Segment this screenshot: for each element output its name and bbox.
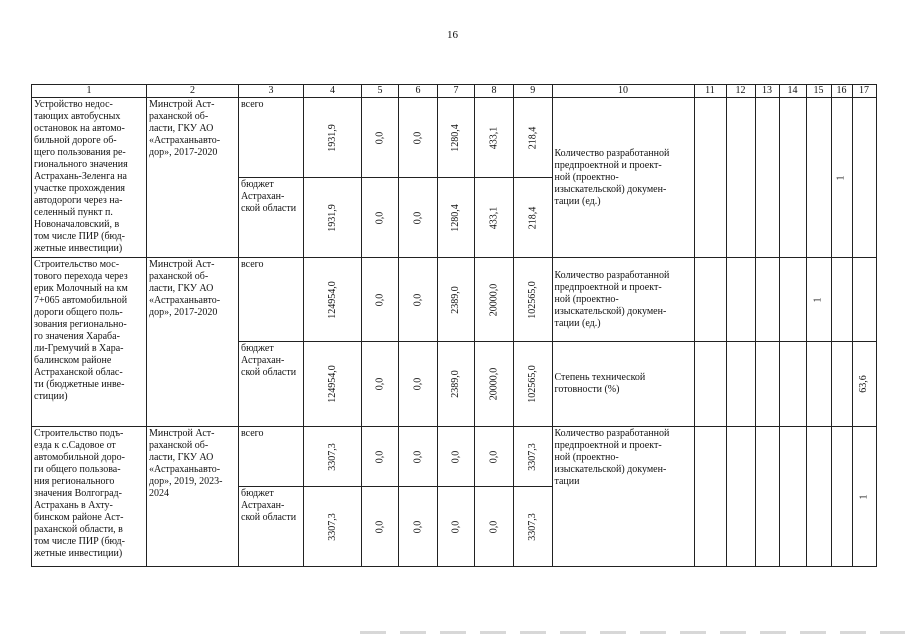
empty-cell	[755, 427, 779, 567]
project-name: Строительство подъ- езда к с.Садовое от автомобильной доро- ги общего пользова- ния регионального значения Волгоград- Астрахань в Ахту- бинском районе Аст- раханской области, в том числе ПИР (бюд- жетные инвестиции)	[32, 427, 147, 567]
value-cell	[399, 487, 438, 567]
funding-source: всего	[239, 258, 304, 342]
empty-cell	[694, 258, 726, 342]
result-value: 1	[858, 494, 869, 499]
header-cell: 6	[399, 85, 438, 98]
value-cell	[514, 427, 553, 487]
value-text: 3307,3	[526, 512, 538, 541]
value-cell	[438, 258, 475, 342]
value-text: 0,0	[450, 450, 461, 463]
value-cell	[475, 342, 514, 427]
funding-source: всего	[239, 98, 304, 178]
header-cell: 12	[726, 85, 755, 98]
funding-source: бюджет Астрахан- ской области	[239, 342, 304, 427]
indicator-cell: Количество разработанной предпроектной и проект- ной (проектно- изыскательской) докумен- тации (ед.)	[552, 258, 694, 342]
header-cell: 14	[779, 85, 806, 98]
result-value: 1	[835, 175, 847, 180]
header-cell: 16	[831, 85, 852, 98]
value-text: 0,0	[374, 520, 385, 533]
value-cell	[438, 342, 475, 427]
value-cell	[362, 178, 399, 258]
result-cell	[831, 98, 852, 258]
value-cell	[399, 342, 438, 427]
value-cell	[362, 342, 399, 427]
empty-cell	[726, 98, 755, 258]
program-table	[31, 84, 877, 567]
header-cell: 7	[438, 85, 475, 98]
value-cell	[362, 258, 399, 342]
value-text: 0,0	[450, 520, 461, 533]
value-text: 3307,3	[326, 512, 338, 541]
value-text: 102565,0	[526, 365, 538, 403]
empty-cell	[852, 98, 876, 258]
indicator-cell: Количество разработанной предпроектной и проект- ной (проектно- изыскательской) докумен- тации (ед.)	[552, 98, 694, 258]
value-text: 0,0	[488, 520, 499, 533]
value-text: 433,1	[488, 126, 499, 149]
empty-cell	[694, 427, 726, 567]
value-text: 3307,3	[526, 442, 538, 471]
result-cell	[852, 427, 876, 567]
empty-cell	[779, 427, 806, 567]
scan-artifact	[360, 631, 905, 634]
header-cell: 4	[304, 85, 362, 98]
empty-cell	[852, 258, 876, 342]
empty-cell	[779, 258, 806, 342]
project-name: Строительство мос- тового перехода через ерик Молочный на км 7+065 автомобильной дороги общего поль- зования регионально- го значения Хараба- ли-Гремучий в Хара- балинском районе Астраханской облас- ти (бюджетные инве- стиции)	[32, 258, 147, 427]
header-row	[32, 85, 877, 98]
value-text: 0,0	[412, 293, 423, 306]
value-cell	[399, 178, 438, 258]
empty-cell	[831, 427, 852, 567]
value-text: 124954,0	[326, 365, 338, 403]
table-row	[32, 258, 877, 342]
value-cell	[475, 487, 514, 567]
value-text: 0,0	[374, 450, 385, 463]
value-text: 218,4	[526, 206, 538, 229]
value-text: 0,0	[374, 131, 385, 144]
empty-cell	[831, 258, 852, 342]
page-number: 16	[447, 29, 458, 41]
value-text: 0,0	[412, 377, 423, 391]
value-cell	[514, 487, 553, 567]
funding-source: бюджет Астрахан- ской области	[239, 178, 304, 258]
empty-cell	[726, 342, 755, 427]
header-cell: 5	[362, 85, 399, 98]
value-text: 0,0	[412, 520, 423, 533]
header-cell: 1	[32, 85, 147, 98]
value-text: 1931,9	[326, 203, 338, 232]
value-cell	[475, 258, 514, 342]
header-cell: 9	[514, 85, 553, 98]
value-text: 20000,0	[488, 283, 499, 316]
value-cell	[475, 98, 514, 178]
value-text: 2389,0	[450, 285, 461, 314]
empty-cell	[755, 258, 779, 342]
header-cell: 13	[755, 85, 779, 98]
header-cell: 2	[147, 85, 239, 98]
empty-cell	[726, 258, 755, 342]
value-cell	[438, 178, 475, 258]
funding-source: бюджет Астрахан- ской области	[239, 487, 304, 567]
value-text: 3307,3	[326, 442, 338, 471]
value-text: 102565,0	[526, 280, 538, 319]
value-cell	[514, 258, 553, 342]
header-cell: 10	[552, 85, 694, 98]
value-cell	[438, 98, 475, 178]
header-cell: 15	[806, 85, 831, 98]
value-cell	[438, 427, 475, 487]
header-cell: 17	[852, 85, 876, 98]
value-text: 218,4	[526, 126, 538, 149]
executor-cell: Минстрой Аст- раханской об- ласти, ГКУ АО «Астраханьавто- дор», 2019, 2023- 2024	[147, 427, 239, 567]
value-cell	[438, 487, 475, 567]
header-cell: 11	[694, 85, 726, 98]
value-cell	[362, 487, 399, 567]
value-text: 0,0	[374, 211, 385, 224]
result-value: 1	[812, 297, 824, 302]
indicator-cell: Степень технической готовности (%)	[552, 342, 694, 427]
value-cell	[362, 427, 399, 487]
value-text: 1280,4	[450, 123, 461, 152]
value-cell	[399, 258, 438, 342]
project-name: Устройство недос- тающих автобусных остановок на автомо- бильной дороге об- щего пользования ре- гионального значения Астрахань-Зеленга на участке прохождения автодороги через на- селенный пункт п. Новоначаловский, в том числе ПИР (бюд- жетные инвестиции)	[32, 98, 147, 258]
value-text: 0,0	[412, 211, 423, 224]
empty-cell	[806, 342, 831, 427]
value-cell	[304, 487, 362, 567]
value-cell	[399, 98, 438, 178]
empty-cell	[806, 427, 831, 567]
header-cell: 3	[239, 85, 304, 98]
value-text: 0,0	[374, 293, 385, 306]
empty-cell	[831, 342, 852, 427]
empty-cell	[779, 98, 806, 258]
value-text: 0,0	[374, 377, 385, 391]
value-cell	[304, 178, 362, 258]
executor-cell: Минстрой Аст- раханской об- ласти, ГКУ АО «Астраханьавто- дор», 2017-2020	[147, 98, 239, 258]
value-cell	[304, 342, 362, 427]
empty-cell	[755, 342, 779, 427]
value-text: 0,0	[412, 450, 423, 463]
value-cell	[475, 178, 514, 258]
value-text: 1280,4	[450, 203, 461, 232]
value-cell	[304, 258, 362, 342]
value-text: 2389,0	[450, 370, 461, 398]
table-row	[32, 427, 877, 487]
result-value: 63,6	[858, 375, 869, 393]
funding-source: всего	[239, 427, 304, 487]
value-cell	[514, 178, 553, 258]
table-row	[32, 98, 877, 178]
value-cell	[362, 98, 399, 178]
value-text: 1931,9	[326, 123, 338, 152]
result-cell	[852, 342, 876, 427]
empty-cell	[694, 98, 726, 258]
value-cell	[304, 427, 362, 487]
value-text: 0,0	[488, 450, 499, 463]
result-cell	[806, 258, 831, 342]
value-text: 433,1	[488, 206, 499, 229]
empty-cell	[726, 427, 755, 567]
empty-cell	[806, 98, 831, 258]
value-text: 0,0	[412, 131, 423, 144]
value-cell	[475, 427, 514, 487]
value-text: 124954,0	[326, 280, 338, 319]
value-cell	[514, 342, 553, 427]
value-text: 20000,0	[488, 367, 499, 401]
value-cell	[304, 98, 362, 178]
header-cell: 8	[475, 85, 514, 98]
empty-cell	[755, 98, 779, 258]
executor-cell: Минстрой Аст- раханской об- ласти, ГКУ АО «Астраханьавто- дор», 2017-2020	[147, 258, 239, 427]
value-cell	[514, 98, 553, 178]
value-cell	[399, 427, 438, 487]
empty-cell	[694, 342, 726, 427]
indicator-cell: Количество разработанной предпроектной и проект- ной (проектно- изыскательской) докумен- тации	[552, 427, 694, 567]
empty-cell	[779, 342, 806, 427]
